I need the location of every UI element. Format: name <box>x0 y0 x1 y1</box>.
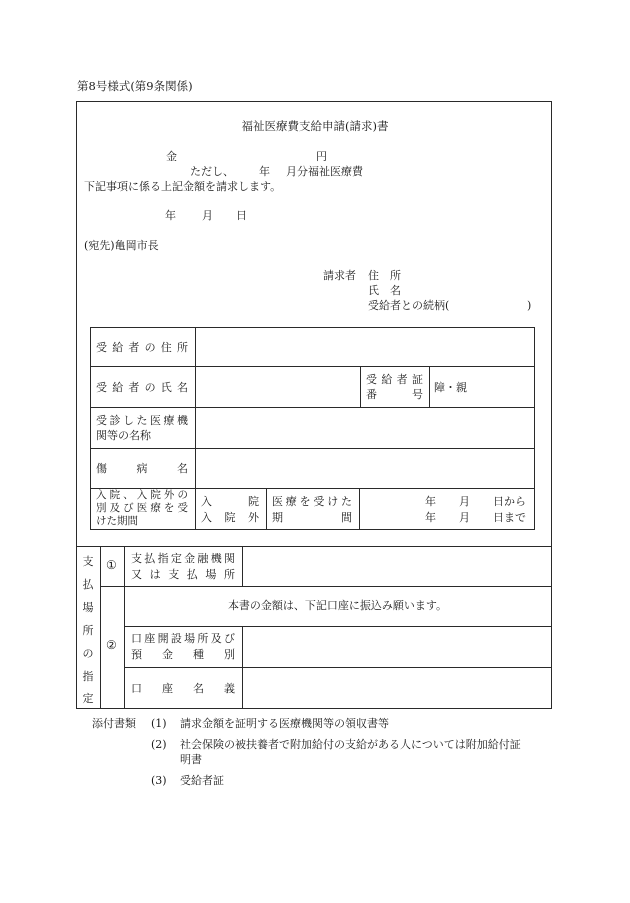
side-char-6: 指 <box>82 670 94 683</box>
treated-label-2b: 間 <box>341 511 352 524</box>
proviso-year: 年 <box>259 165 270 178</box>
proviso-prefix: ただし、 <box>190 165 234 178</box>
side-char-5: の <box>82 647 94 660</box>
attachment-1-text: 請求金額を証明する医療機関等の領収書等 <box>180 717 389 730</box>
inpatient-option[interactable]: 入院 <box>201 495 259 508</box>
side-char-3: 場 <box>82 601 94 614</box>
transfer-note: 本書の金額は、下記口座に振込み願います。 <box>227 599 448 612</box>
attachment-2-num: (2) <box>151 738 167 751</box>
period-label-3: けた期間 <box>96 515 138 527</box>
cert-value: 障・親 <box>434 381 467 394</box>
side-char-7: 定 <box>82 692 94 705</box>
option1-label-1: 支払指定金融機関 <box>131 552 235 565</box>
recipient-name-field[interactable] <box>197 368 359 406</box>
request-line: 下記事項に係る上記金額を請求します。 <box>84 180 282 193</box>
attachment-3-num: (3) <box>151 774 167 787</box>
side-char-4: 所 <box>82 624 94 637</box>
date-month: 月 <box>202 209 213 222</box>
from-year: 年 <box>425 495 436 508</box>
side-char-2: 払 <box>82 578 94 591</box>
attachments-label: 添付書類 <box>92 717 136 730</box>
attachment-2-text-cont: 明書 <box>180 753 202 766</box>
cert-label-top: 受給者証 <box>366 373 423 386</box>
recipient-address-label: 受給者の住所 <box>96 341 188 354</box>
addressee: (宛先)亀岡市長 <box>84 239 159 252</box>
attachment-2-text: 社会保険の被扶養者で附加給付の支給がある人については附加給付証 <box>180 738 521 751</box>
branch-label-1: 口座開設場所及び <box>131 632 235 645</box>
facility-label-2: 関等の名称 <box>96 429 151 442</box>
from-day: 日から <box>493 495 526 508</box>
attachment-1-num: (1) <box>151 717 167 730</box>
claimant-relation-close: ) <box>527 299 532 312</box>
date-year: 年 <box>165 209 176 222</box>
payment-place-field[interactable] <box>244 548 549 585</box>
form-title: 福祉医療費支給申請(請求)書 <box>241 119 389 133</box>
claimant-name-label: 氏 名 <box>368 284 401 297</box>
facility-field[interactable] <box>197 409 533 447</box>
cert-number-field[interactable] <box>470 368 533 406</box>
holder-field[interactable] <box>244 669 549 706</box>
holder-label: 口座名義 <box>131 682 235 695</box>
claimant-relation-label: 受給者との続柄( <box>368 299 450 312</box>
amount-label: 金 <box>166 150 177 163</box>
from-month: 月 <box>459 495 470 508</box>
recipient-name-label: 受給者の氏名 <box>96 381 188 394</box>
claimant-label: 請求者 <box>323 269 356 282</box>
option1-label-2: 又は支払場所 <box>131 568 235 581</box>
illness-field[interactable] <box>197 450 533 487</box>
cert-label-bottom-a: 番 <box>366 388 377 401</box>
treated-label-2a: 期 <box>272 511 283 524</box>
to-month: 月 <box>459 511 470 524</box>
option2-mark[interactable]: ② <box>106 638 117 652</box>
treated-label-1: 医療を受けた <box>272 495 352 508</box>
claimant-address-label: 住 所 <box>368 269 401 282</box>
facility-label-1: 受診した医療機 <box>96 414 188 427</box>
side-char-1: 支 <box>82 555 94 568</box>
option1-mark[interactable]: ① <box>106 558 117 572</box>
to-year: 年 <box>425 511 436 524</box>
branch-field[interactable] <box>244 628 549 666</box>
outpatient-option[interactable]: 入院外 <box>201 511 259 524</box>
date-day: 日 <box>236 209 247 222</box>
illness-label: 傷病名 <box>96 462 188 475</box>
recipient-address-field[interactable] <box>197 329 533 365</box>
branch-label-2: 預金種別 <box>131 648 235 661</box>
proviso-suffix: 月分福祉医療費 <box>286 165 363 178</box>
period-label-1: 入院、入院外の <box>96 489 188 501</box>
attachment-3-text: 受給者証 <box>180 774 224 787</box>
to-day: 日まで <box>493 511 526 524</box>
cert-label-bottom-b: 号 <box>412 388 423 401</box>
form-number: 第8号様式(第9条関係) <box>77 79 193 93</box>
period-label-2: 別及び医療を受 <box>96 502 188 514</box>
amount-unit: 円 <box>316 150 327 163</box>
